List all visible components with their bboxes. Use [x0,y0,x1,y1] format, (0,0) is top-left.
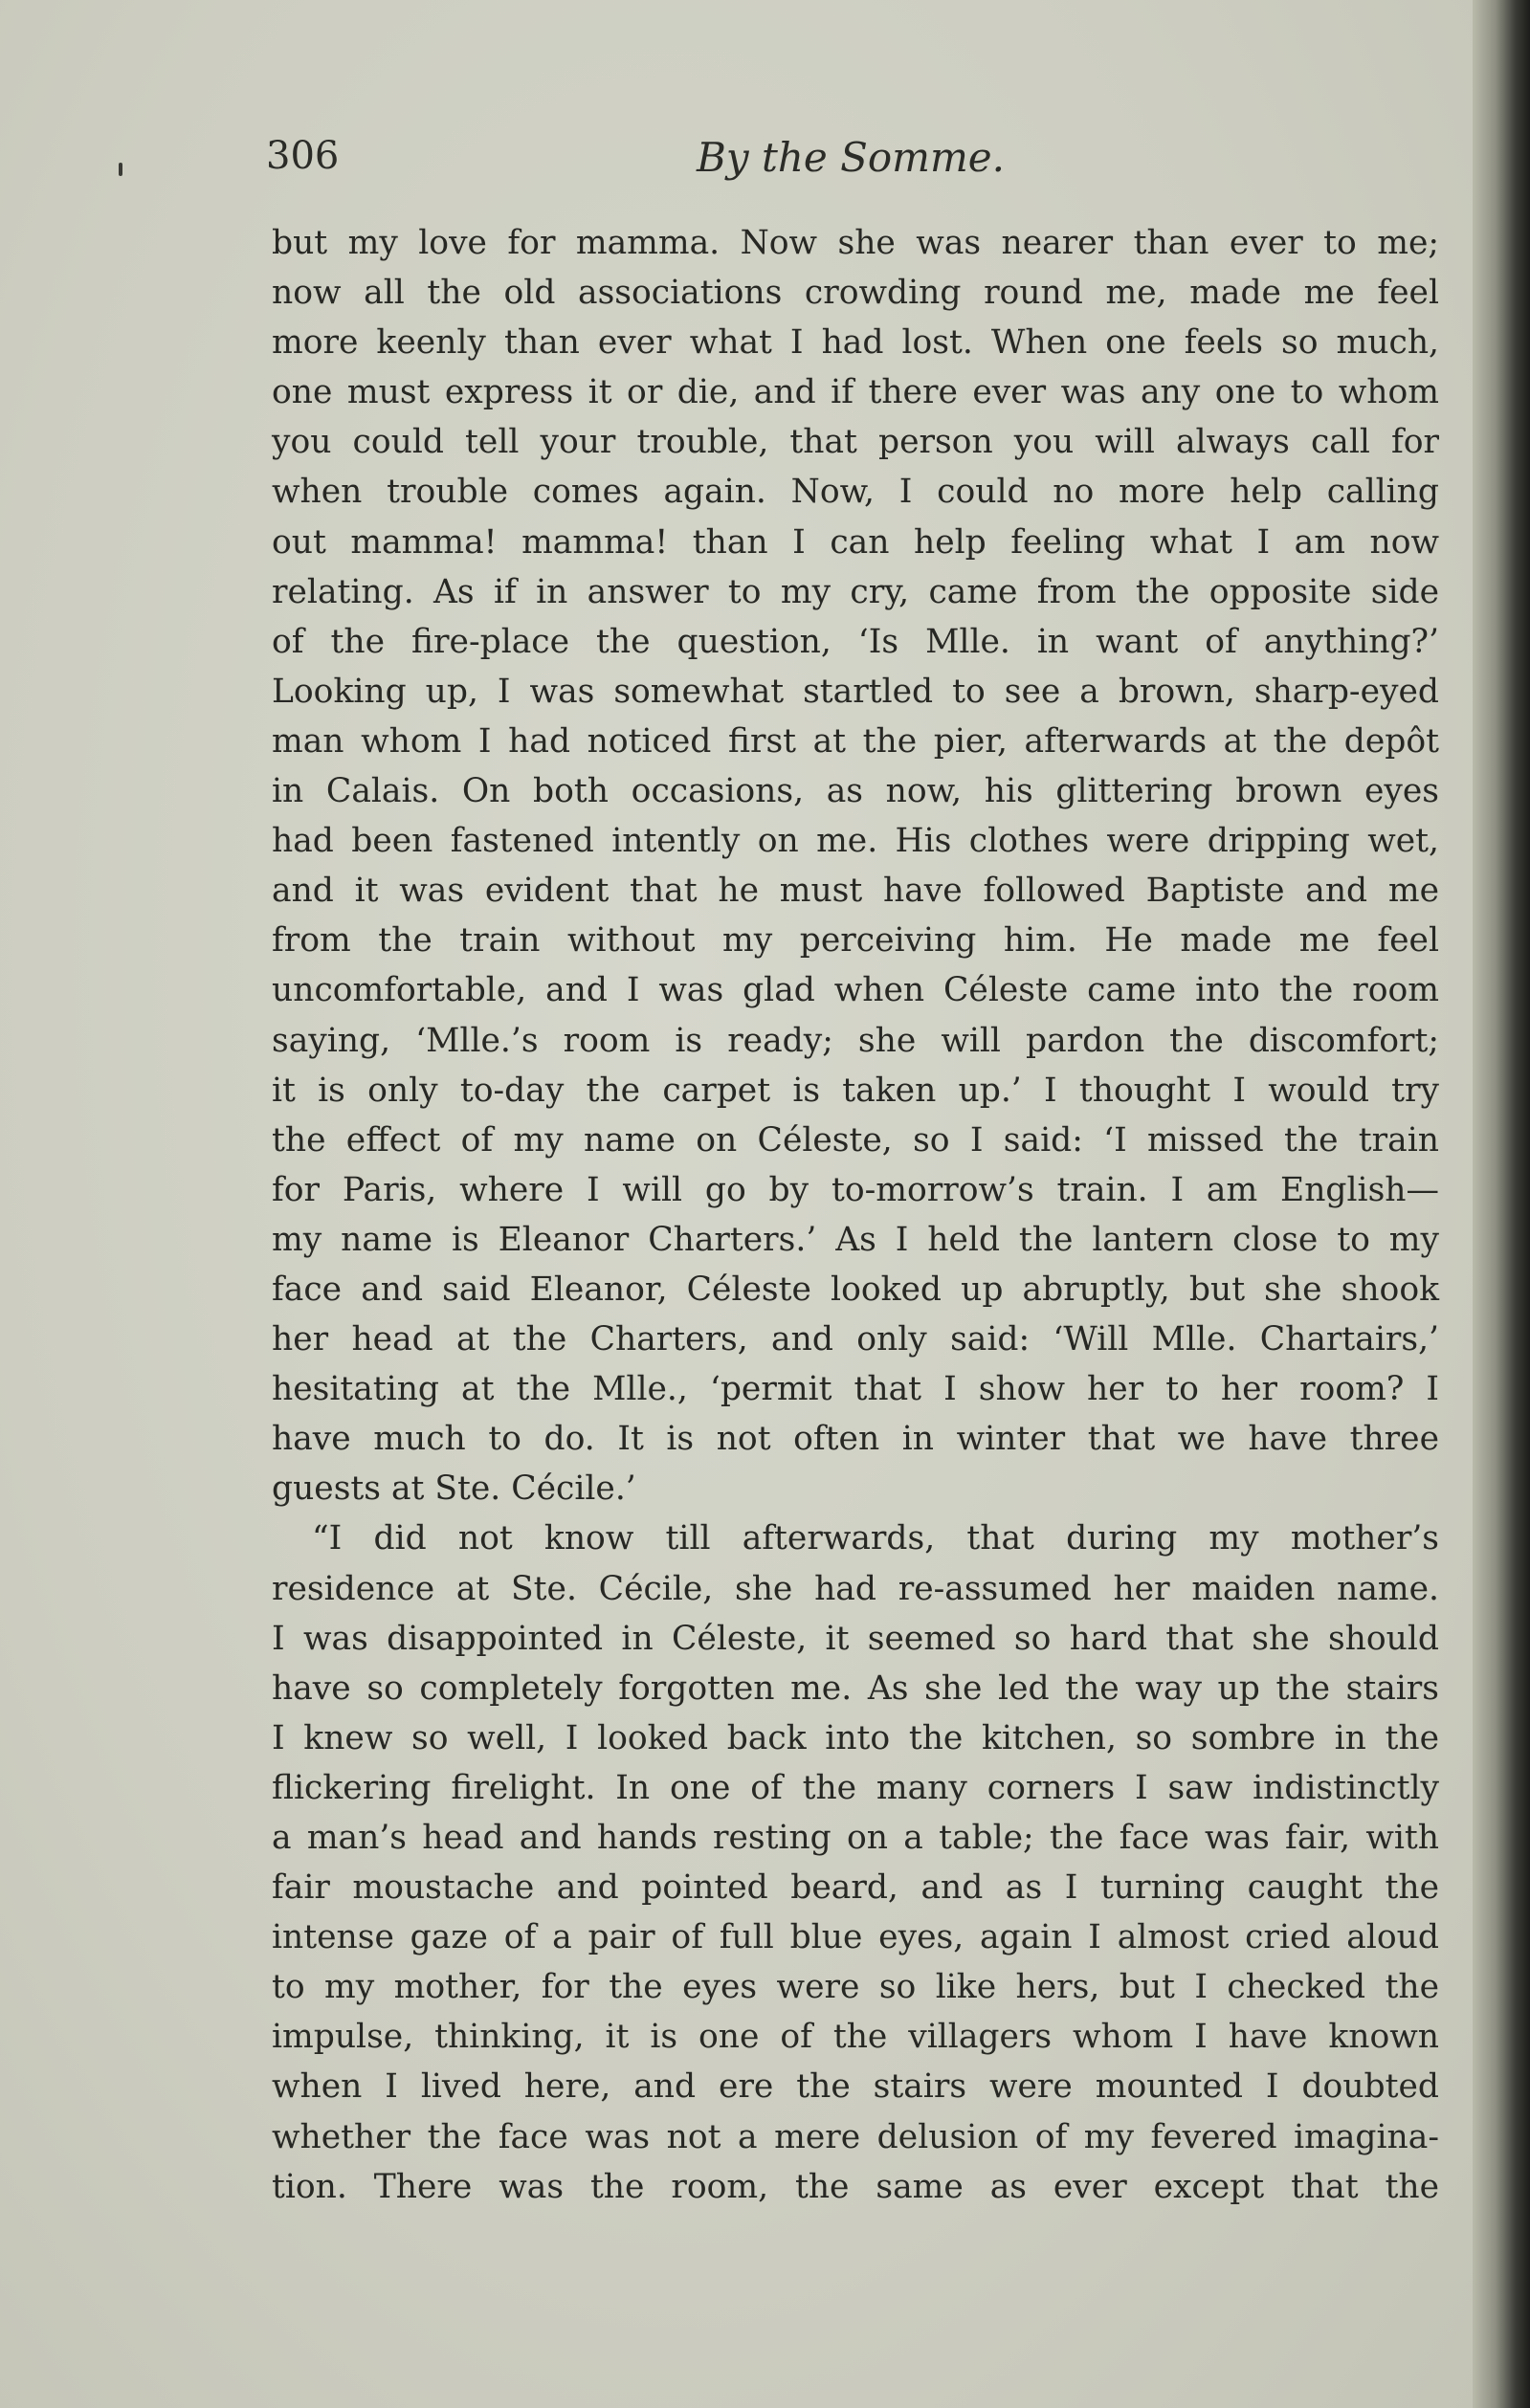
text-line: guests at Ste. Cécile.’ [272,1469,636,1509]
text-line: intense gaze of a pair of full blue eyes, again I almost cried aloud [272,1918,1439,1957]
text-line: “I did not know till afterwards, that during my mother’s [312,1519,1439,1558]
text-line: hesitating at the Mlle., ‘permit that I show her to her room? I [272,1370,1439,1409]
text-line: saying, ‘Mlle.’s room is ready; she will pardon the discomfort; [272,1021,1439,1060]
text-line: you could tell your trouble, that person you will always call for [272,423,1439,462]
text-line: for Paris, where I will go by to-morrow’s train. I am English— [272,1170,1439,1209]
text-line: tion. There was the room, the same as ever except that the [272,2167,1439,2206]
page-header [266,134,1443,191]
text-line: one must express it or die, and if there ever was any one to whom [272,373,1439,412]
text-line: had been fastened intently on me. His clothes were dripping wet, [272,822,1439,861]
text-line: residence at Ste. Cécile, she had re-assumed her maiden name. [272,1569,1439,1608]
text-line: and it was evident that he must have followed Baptiste and me [272,872,1439,911]
text-line: I was disappointed in Céleste, it seemed so hard that she should [272,1619,1439,1658]
text-line: it is only to-day the carpet is taken up.’ I thought I would try [272,1071,1439,1110]
text-line: I knew so well, I looked back into the kitchen, so sombre in the [272,1718,1439,1757]
text-line: Looking up, I was somewhat startled to see a brown, sharp-eyed [272,672,1439,711]
text-line: the effect of my name on Céleste, so I said: ‘I missed the train [272,1120,1439,1160]
text-line: man whom I had noticed first at the pier, afterwards at the depôt [272,721,1439,761]
text-line: when trouble comes again. Now, I could no more help calling [272,473,1439,512]
text-line: have much to do. It is not often in winter that we have three [272,1420,1439,1459]
text-line: her head at the Charters, and only said: ‘Will Mlle. Chartairs,’ [272,1320,1439,1359]
text-line: to my mother, for the eyes were so like hers, but I checked the [272,1968,1439,2007]
text-line: of the fire-place the question, ‘Is Mlle. in want of anything?’ [272,622,1439,661]
text-line: in Calais. On both occasions, as now, his glittering brown eyes [272,772,1439,811]
text-line: relating. As if in answer to my cry, came from the opposite side [272,572,1439,611]
text-line: fair moustache and pointed beard, and as I turning caught the [272,1868,1439,1908]
text-line: when I lived here, and ere the stairs were mounted I doubted [272,2067,1439,2107]
text-line: have so completely forgotten me. As she led the way up the stairs [272,1668,1439,1708]
text-line: a man’s head and hands resting on a table; the face was fair, with [272,1819,1439,1857]
text-line: from the train without my perceiving him. He made me feel [272,921,1439,961]
text-line: whether the face was not a mere delusion of my fevered imagina- [272,2117,1439,2156]
margin-mark [119,163,122,176]
text-line: face and said Eleanor, Céleste looked up abruptly, but she shook [272,1270,1439,1309]
body-text [272,218,1439,2212]
page-number: 306 [266,134,340,178]
text-line: but my love for mamma. Now she was nearer than ever to me; [272,224,1439,262]
text-line: out mamma! mamma! than I can help feeling what I am now [272,522,1439,562]
running-head: By the Somme. [697,134,1005,181]
text-line: my name is Eleanor Charters.’ As I held the lantern close to my [272,1220,1439,1259]
text-line: now all the old associations crowding round me, made me feel [272,274,1439,313]
text-line: uncomfortable, and I was glad when Céleste came into the room [272,971,1439,1010]
text-line: flickering firelight. In one of the many corners I saw indistinctly [272,1768,1439,1807]
text-line: impulse, thinking, it is one of the villagers whom I have known [272,2018,1439,2057]
book-gutter [1473,0,1530,2408]
text-line: more keenly than ever what I had lost. When one feels so much, [272,323,1439,363]
